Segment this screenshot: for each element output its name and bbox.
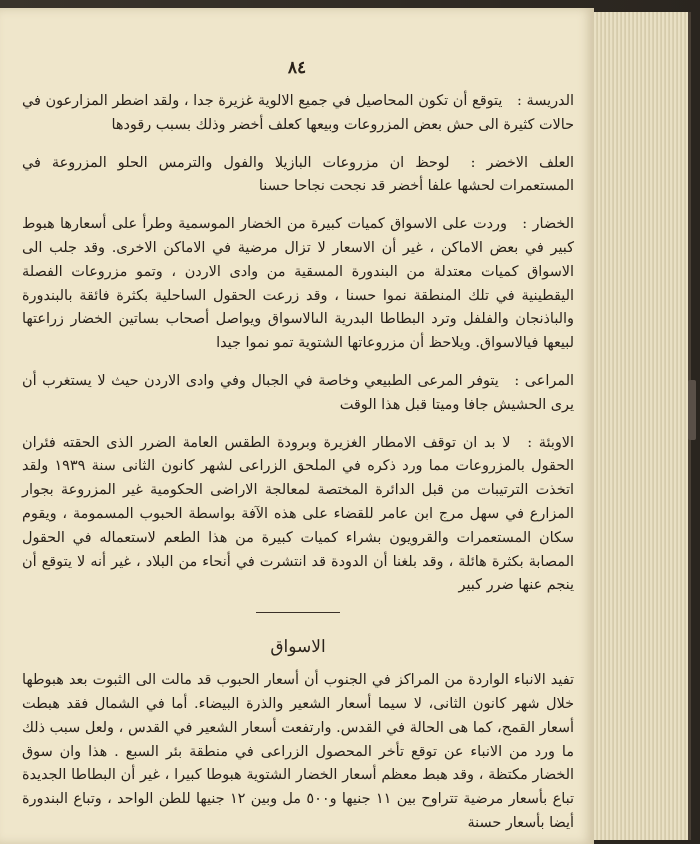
paragraph-dressing: [22, 90, 574, 138]
section-title: الاسواق: [270, 637, 326, 658]
book-edge-tab: [688, 380, 696, 440]
paragraph-label: الاوبئة :: [527, 434, 575, 451]
paragraph-epidemics: [22, 432, 574, 599]
paragraph-text: لا بد ان توقف الامطار الغزيرة وبرودة الطقس العامة الضرر الذى الحقته فئران الحقول بالمزروعات مما ورد ذكره في الملحق الزراعى لشهر كانون الثانى سنة ١٩٣٩ ولقد اتخذت الترتيبات من قبل الدائرة المختصة لمعالجة الاراضى الحكومية غير المزروعة بجوار المزارع في سهل مرج ابن عامر للقضاء على هذه الآفة بواسطة الحبوب المسمومة ، ويقوم سكان المستعمرات والقرويون بشراء كميات كبيرة من هذا الطعم لاستعماله في الحقول المصابة بكثرة هائلة ، وقد بلغنا أن الدودة قد انتشرت في أنحاء من البلاد ، غير أنه لا يتوقع أن ينجم عنها ضرر كبير: [22, 434, 574, 594]
paragraph-text: وردت على الاسواق كميات كبيرة من الخضار الموسمية وطرأ على أسعارها هبوط كبير في بعض الاماكن ، غير أن الاسعار لا تزال مرضية في الاماكن الاخرى. وقد جلب الى الاسواق كميات معتدلة من البندورة المسقية من وادى الاردن ، وتمو مزروعات الفصلة اليقطينية في تلك المنطقة نموا حسنا ، وقد زرعت الحقول الساحلية بكثرة فائقة بالبندورة والباذنجان والفلفل وترد البطاطا البدرية الىالاسواق ويواصل أصحاب بساتين الخضار زراعتها لبيعها فيالاسواق. ويلاحظ أن مزروعاتها الشتوية تمو نموا جيدا: [22, 216, 574, 352]
paragraph-text: يتوفر المرعى الطبيعي وخاصة في الجبال وفي وادى الاردن حيث لا يستغرب أن يرى الحشيش جافا وميتا قبل هذا الوقت: [22, 372, 574, 413]
paragraph-label: المراعى :: [514, 372, 574, 389]
section-divider: [256, 612, 340, 613]
paragraph-green-fodder: [22, 152, 574, 200]
paragraph-markets: تفيد الانباء الواردة من المراكز في الجنوب أن أسعار الحبوب قد مالت الى الثبوت بعد هبوطها خلال شهر كانون الثانى، لا سيما أسعار الشعير والذرة البيضاء. أما في الشمال فقد هبطت أسعار القمح، كما هى الحالة في القدس. وارتفعت أسعار الشعير في القدس ، ولعل سبب ذلك ما ورد من الانباء عن توقع تأخر المحصول الزراعى في منطقة بئر السبع . هذا وان سوق الخضار مكتظة ، وقد هبط معظم أسعار الخضار الشتوية هبوطا كبيرا ، غير أن البطاطا الجديدة تباع بأسعار مرضية تتراوح بين ١١ جنيها و٥٠٠ مل وبين ١٢ جنيها للطن الواحد ، وتباع البندورة أيضا بأسعار حسنة: [22, 672, 574, 831]
paragraph-text: يتوقع أن تكون المحاصيل في جميع الالوية غزيرة جدا ، ولقد اضطر المزارعون في حالات كثيرة الى حش بعض المزروعات وبيعها كعلف أخضر وذلك بسبب رقودها: [22, 93, 574, 133]
paragraph-pastures: [22, 370, 574, 418]
paragraph-label: العلف الاخضر :: [470, 154, 575, 171]
page-content: [22, 58, 574, 836]
paragraph-label: الخضار :: [522, 216, 574, 233]
paragraph-text: لوحظ ان مزروعات البازيلا والفول والترمس الحلو المزروعة في المستعمرات لحشها علفا أخضر قد نجحت نجاحا حسنا: [22, 154, 574, 195]
paragraph-label: الدريسة :: [517, 93, 574, 109]
page-number: ٨٤: [287, 58, 307, 78]
paragraph-vegetables: [22, 213, 574, 356]
page-fore-edge: [594, 12, 691, 840]
